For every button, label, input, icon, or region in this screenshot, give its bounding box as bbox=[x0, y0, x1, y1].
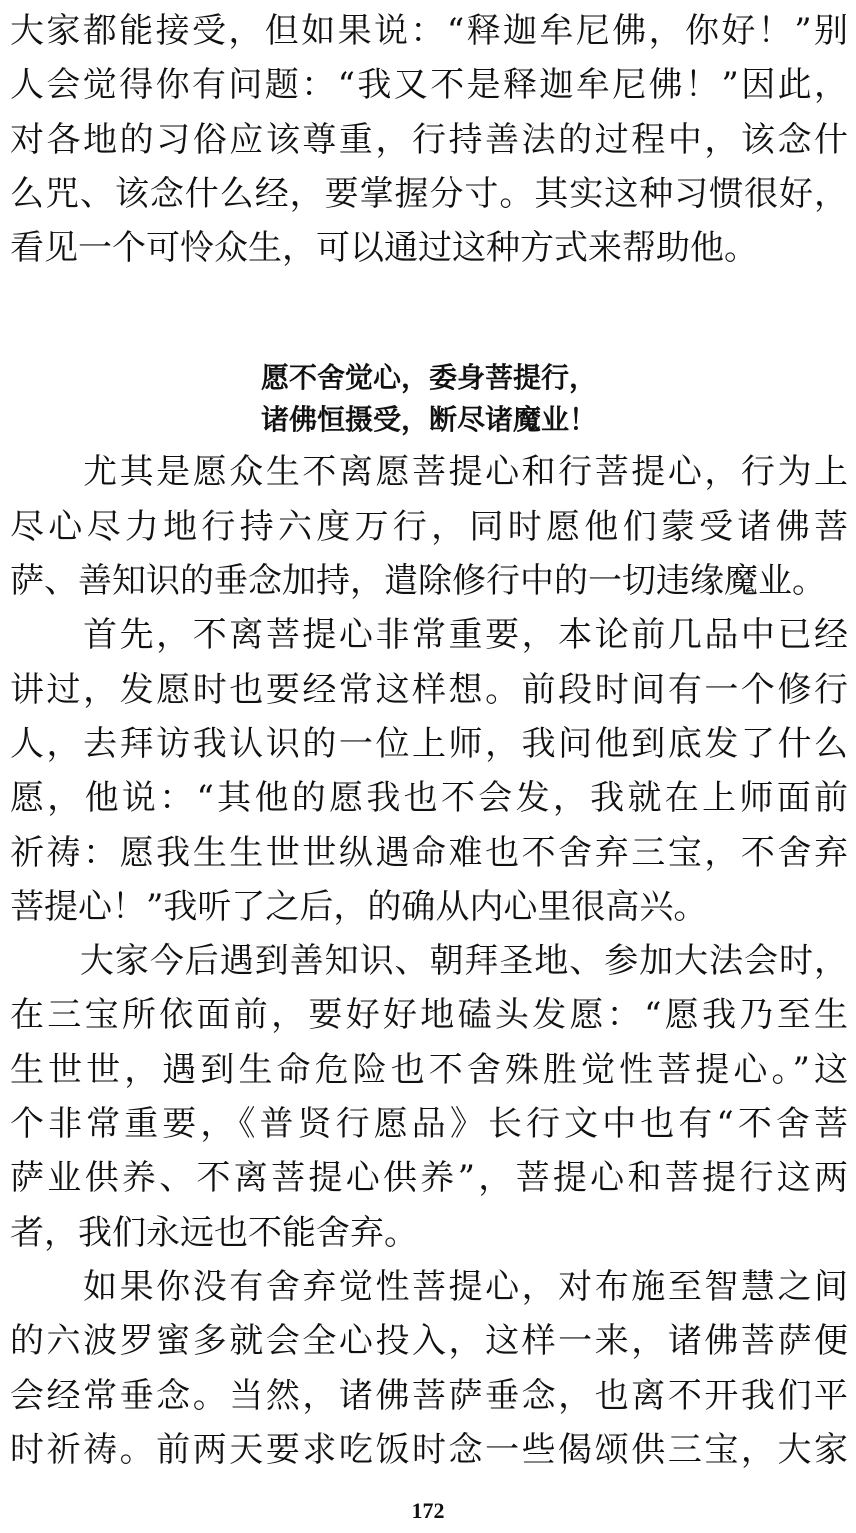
verse-block bbox=[10, 357, 848, 441]
body-paragraphs bbox=[10, 445, 848, 1477]
text-line: 如果你没有舍弃觉性菩提心，对布施至智慧之间 bbox=[10, 1266, 848, 1307]
verse-line: 诸佛恒摄受，断尽诸魔业！ bbox=[260, 403, 597, 437]
text-line: 时祈祷。前两天要求吃饭时念一些偈颂供三宝，大家 bbox=[10, 1429, 848, 1470]
verse-line: 愿不舍觉心，委身菩提行， bbox=[260, 361, 597, 395]
text-line: 个非常重要，《普贤行愿品》长行文中也有“不舍菩 bbox=[10, 1104, 848, 1145]
text-line: 首先，不离菩提心非常重要，本论前几品中已经 bbox=[10, 615, 848, 656]
text-line: 生世世，遇到生命危险也不舍殊胜觉性菩提心。”这 bbox=[10, 1049, 848, 1090]
text-line: 人会觉得你有问题：“我又不是释迦牟尼佛！”因此， bbox=[10, 65, 848, 106]
text-line: 者，我们永远也不能舍弃。 bbox=[10, 1212, 418, 1253]
text-line: 么咒、该念什么经，要掌握分寸。其实这种习惯很好， bbox=[10, 173, 848, 214]
text-line: 尽心尽力地行持六度万行，同时愿他们蒙受诸佛菩 bbox=[10, 506, 848, 547]
text-line: 萨业供养、不离菩提心供养”，菩提心和菩提行这两 bbox=[10, 1158, 848, 1199]
text-line: 的六波罗蜜多就会全心投入，这样一来，诸佛菩萨便 bbox=[10, 1321, 848, 1362]
text-line: 大家今后遇到善知识、朝拜圣地、参加大法会时， bbox=[10, 941, 848, 982]
text-line: 看见一个可怜众生，可以通过这种方式来帮助他。 bbox=[10, 228, 758, 269]
text-line: 尤其是愿众生不离愿菩提心和行菩提心，行为上 bbox=[10, 452, 848, 493]
text-line: 人，去拜访我认识的一位上师，我问他到底发了什么 bbox=[10, 723, 848, 764]
text-line: 大家都能接受，但如果说：“释迦牟尼佛，你好！”别 bbox=[10, 11, 848, 51]
page-number: 172 bbox=[411, 1498, 445, 1523]
text-line: 在三宝所依面前，要好好地磕头发愿：“愿我乃至生 bbox=[10, 995, 848, 1036]
intro-paragraph bbox=[10, 4, 848, 275]
text-line: 愿，他说：“其他的愿我也不会发，我就在上师面前 bbox=[10, 778, 848, 819]
text-line: 祈祷：愿我生生世世纵遇命难也不舍弃三宝，不舍弃 bbox=[10, 832, 848, 873]
text-line: 菩提心！”我听了之后，的确从内心里很高兴。 bbox=[10, 886, 708, 927]
text-line: 萨、善知识的垂念加持，遣除修行中的一切违缘魔业。 bbox=[10, 561, 826, 602]
page-text bbox=[10, 4, 848, 1477]
text-line: 对各地的习俗应该尊重，行持善法的过程中，该念什 bbox=[10, 119, 848, 160]
text-line: 讲过，发愿时也要经常这样想。前段时间有一个修行 bbox=[10, 669, 848, 710]
text-line: 会经常垂念。当然，诸佛菩萨垂念，也离不开我们平 bbox=[10, 1375, 848, 1416]
